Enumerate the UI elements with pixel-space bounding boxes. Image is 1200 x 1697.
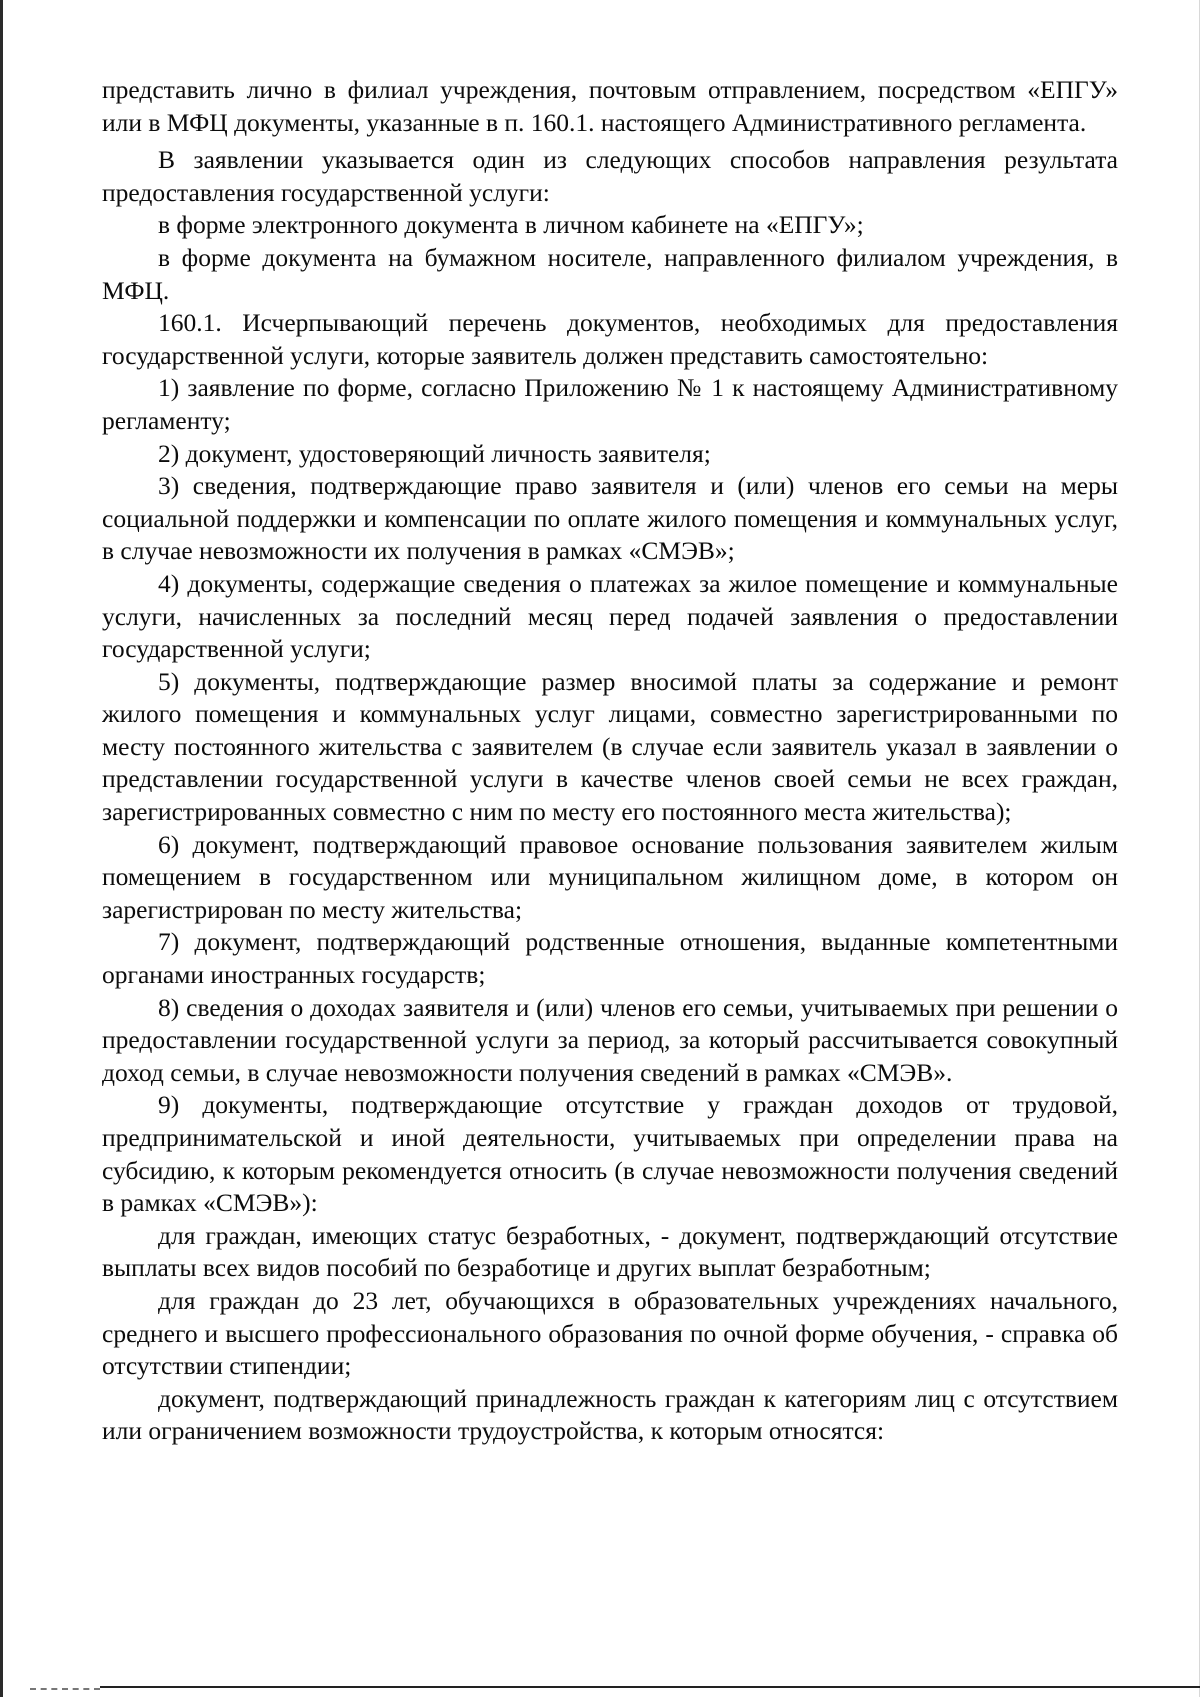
list-item-5: 5) документы, подтверждающие размер вносимой платы за содержание и ремонт жилого помещения и коммунальных услуг лицами, совместно зарегистрированными по месту постоянного жительства с заявителем (в случае если заявитель указал в заявлении о представлении государственной услуги в качестве членов своей семьи не всех граждан, зарегистрированных совместно с ним по месту его постоянного места жительства); <box>102 666 1118 827</box>
list-item-1: 1) заявление по форме, согласно Приложению № 1 к настоящему Административному регламенту; <box>102 373 1118 435</box>
paragraph-delivery-methods: В заявлении указывается один из следующих способов направления результата предоставления государственной услуги: <box>102 145 1118 207</box>
list-item-4: 4) документы, содержащие сведения о платежах за жилое помещение и коммунальные услуги, начисленных за последний месяц перед подачей заявления о предоставлении государственной услуги; <box>102 568 1118 664</box>
paragraph-paper-form: в форме документа на бумажном носителе, направленного филиалом учреждения, в МФЦ. <box>102 242 1118 305</box>
sub-item-students: для граждан до 23 лет, обучающихся в образовательных учреждениях начального, среднего и высшего профессионального образования по очной форме обучения, - справка об отсутствии стипендии; <box>102 1285 1118 1381</box>
list-item-6: 6) документ, подтверждающий правовое основание пользования заявителем жилым помещением в государственном или муниципальном жилищном доме, в котором он зарегистрирован по месту жительства; <box>102 829 1118 924</box>
scan-left-edge <box>0 0 3 1697</box>
scan-bottom-line <box>100 1686 1200 1688</box>
list-item-8: 8) сведения о доходах заявителя и (или) членов его семьи, учитываемых при решении о предоставлении государственной услуги за период, за который рассчитывается совокупный доход семьи, в случае невозможности получения сведений в рамках «СМЭВ». <box>102 992 1118 1087</box>
document-page <box>102 74 1118 1448</box>
scan-bottom-dash <box>30 1688 100 1690</box>
sub-item-employment-limits: документ, подтверждающий принадлежность граждан к категориям лиц с отсутствием или ограничением возможности трудоустройства, к которым относятся: <box>102 1383 1118 1446</box>
list-item-2: 2) документ, удостоверяющий личность заявителя; <box>158 438 711 468</box>
list-item-7: 7) документ, подтверждающий родственные отношения, выданные компетентными органами иностранных государств; <box>102 927 1118 990</box>
list-item-9: 9) документы, подтверждающие отсутствие у граждан доходов от трудовой, предпринимательской и иной деятельности, учитываемых при определении права на субсидию, к которым рекомендуется относить (в случае невозможности получения сведений в рамках «СМЭВ»): <box>102 1090 1118 1218</box>
list-item-3: 3) сведения, подтверждающие право заявителя и (или) членов его семьи на меры социальной поддержки и компенсации по оплате жилого помещения и коммунальных услуг, в случае невозможности их получения в рамках «СМЭВ»; <box>102 471 1118 566</box>
paragraph-160-1: 160.1. Исчерпывающий перечень документов, необходимых для предоставления государственной услуги, которые заявитель должен представить самостоятельно: <box>102 308 1118 370</box>
paragraph-continuation: представить лично в филиал учреждения, почтовым отправлением, посредством «ЕПГУ» или в МФЦ документы, указанные в п. 160.1. настоящего Административного регламента. <box>102 75 1118 137</box>
paragraph-electronic-form: в форме электронного документа в личном кабинете на «ЕПГУ»; <box>158 210 864 240</box>
sub-item-unemployed: для граждан, имеющих статус безработных, - документ, подтверждающий отсутствие выплаты всех видов пособий по безработице и других выплат безработным; <box>102 1220 1118 1283</box>
